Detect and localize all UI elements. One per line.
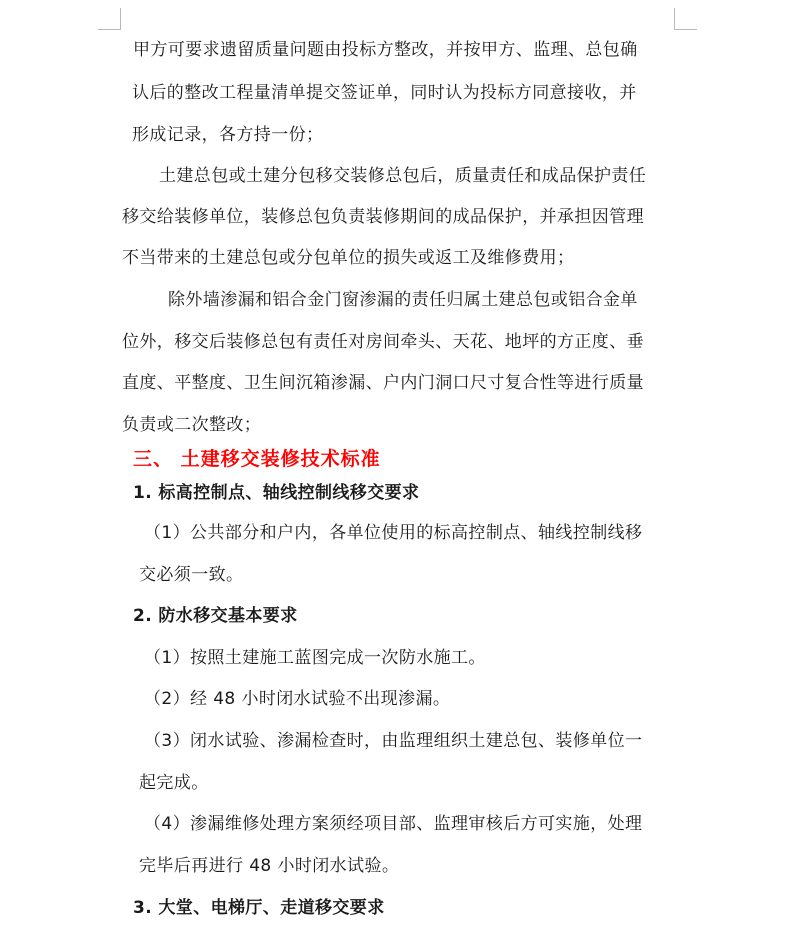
subsection-2-item-3-line-2: 起完成。 <box>139 773 209 793</box>
paragraph-3-line-2: 位外，移交后装修总包有责任对房间牵头、天花、地坪的方正度、垂 <box>122 332 644 352</box>
subsection-2-item-2: （2）经 48 小时闭水试验不出现渗漏。 <box>144 689 451 709</box>
paragraph-2-line-1: 土建总包或土建分包移交装修总包后，质量责任和成品保护责任 <box>159 166 647 186</box>
paragraph-3-line-1: 除外墙渗漏和铝合金门窗渗漏的责任归属土建总包或铝合金单 <box>168 290 638 310</box>
paragraph-1-line-3: 形成记录，各方持一份； <box>132 125 324 145</box>
subsection-2-item-1: （1）按照土建施工蓝图完成一次防水施工。 <box>144 648 486 668</box>
subsection-1-item-1-line-2: 交必须一致。 <box>139 565 244 585</box>
subsection-2-item-4-line-1: （4）渗漏维修处理方案须经项目部、监理审核后方可实施，处理 <box>144 814 643 834</box>
paragraph-3-line-4: 负责或二次整改； <box>122 415 262 435</box>
crop-mark-left-horizontal <box>98 29 121 30</box>
paragraph-1-line-1: 甲方可要求遗留质量问题由投标方整改，并按甲方、监理、总包确 <box>133 40 638 60</box>
paragraph-3-line-3: 直度、平整度、卫生间沉箱渗漏、户内门洞口尺寸复合性等进行质量 <box>122 373 644 393</box>
crop-mark-right-vertical <box>674 8 675 30</box>
subsection-1-item-1-line-1: （1）公共部分和户内，各单位使用的标高控制点、轴线控制线移 <box>144 523 643 543</box>
subsection-3-title: 3. 大堂、电梯厅、走道移交要求 <box>133 898 385 918</box>
subsection-2-title: 2. 防水移交基本要求 <box>133 606 298 626</box>
subsection-2-item-4-line-2: 完毕后再进行 48 小时闭水试验。 <box>139 856 400 876</box>
paragraph-2-line-2: 移交给装修单位，装修总包负责装修期间的成品保护，并承担因管理 <box>122 207 644 227</box>
crop-mark-right-horizontal <box>674 29 697 30</box>
subsection-2-item-3-line-1: （3）闭水试验、渗漏检查时，由监理组织土建总包、装修单位一 <box>144 731 643 751</box>
crop-mark-left-vertical <box>120 8 121 30</box>
paragraph-1-line-2: 认后的整改工程量清单提交签证单，同时认为投标方同意接收，并 <box>132 83 637 103</box>
section-heading: 三、 土建移交装修技术标准 <box>133 448 381 470</box>
subsection-1-title: 1. 标高控制点、轴线控制线移交要求 <box>133 483 420 503</box>
paragraph-2-line-3: 不当带来的土建总包或分包单位的损失或返工及维修费用； <box>122 248 575 268</box>
